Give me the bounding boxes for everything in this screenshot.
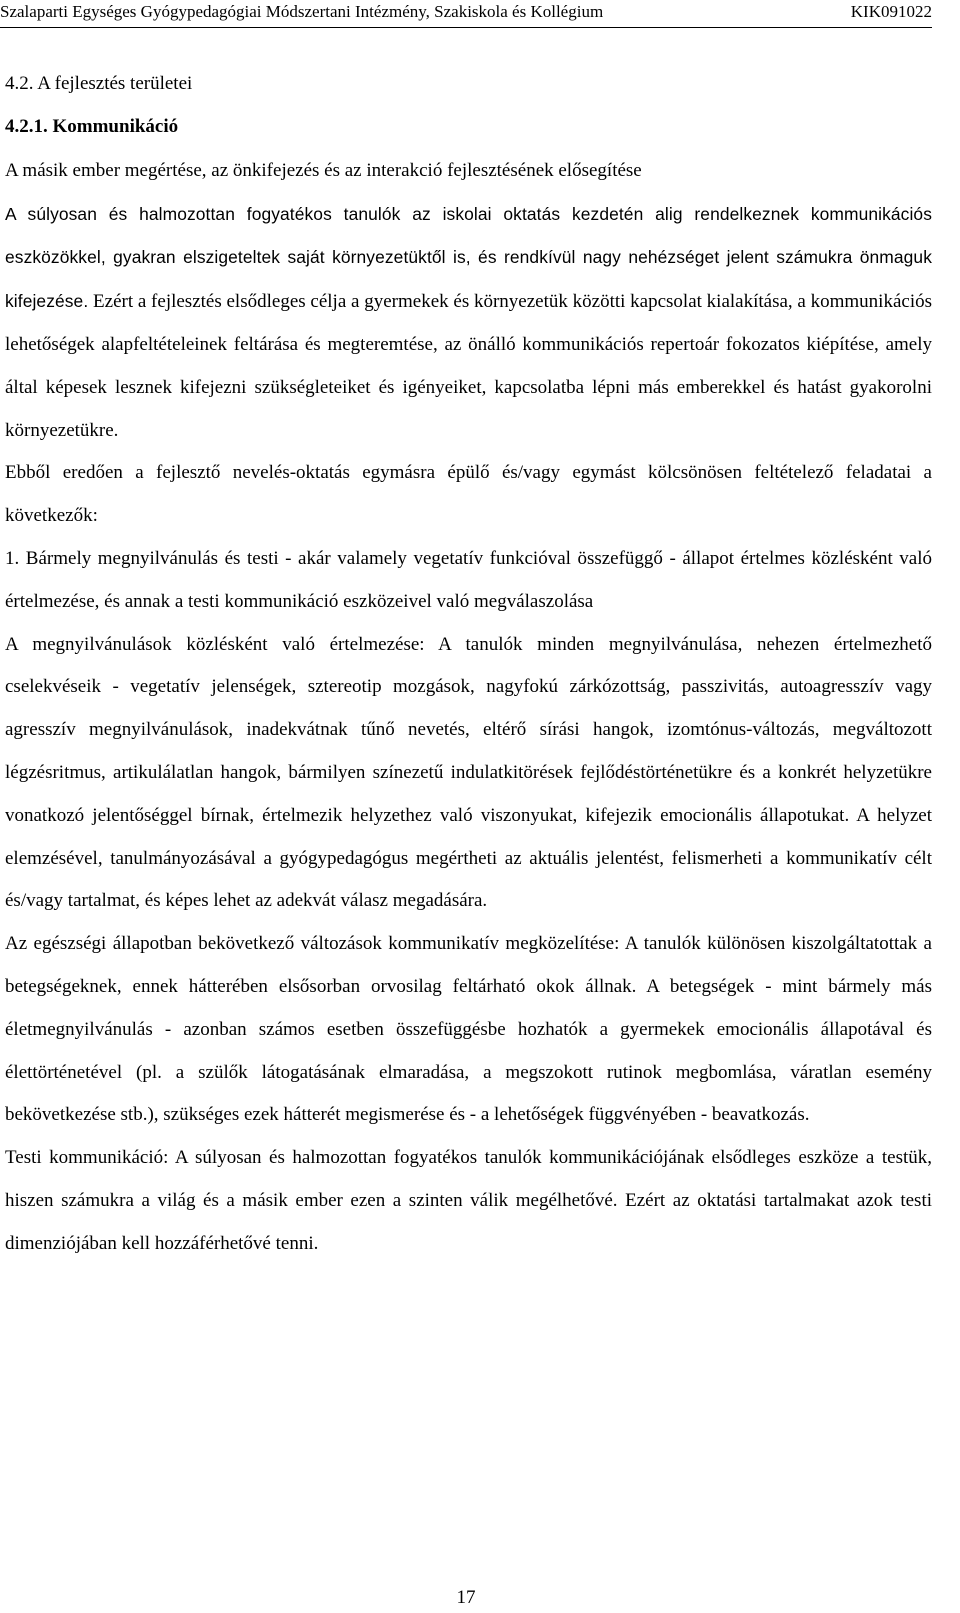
page-body: [5, 63, 932, 1266]
header-code: KIK091022: [850, 2, 932, 21]
subsection-heading: 4.2.1. Kommunikáció: [5, 115, 179, 137]
paragraph-expressions: A megnyilvánulások közlésként való értelmezése: A tanulók minden megnyilvánulása, nehezen értelmezhető cselekvéseik - vegetatív jelenségek, sztereotip mozgások, nagyfokú zárkózottság, passzivitás, autoagresszív vagy agresszív megnyilvánulások, inadekvátnak tűnő nevetés, eltérő sírási hangok, izomtónus-változás, megváltozott légzésritmus, artikulálatlan hangok, bármilyen színezetű indulatkitörések fejlődéstörténetükre és a konkrét helyzetükre vonatkozó jelentőséggel bírnak, értelmezik helyzethez való viszonyukat, kifejezik emocionális állapotukat. A helyzet elemzésével, tanulmányozásával a gyógypedagógus megértheti az aktuális jelentést, felismerheti a kommunikatív célt és/vagy tartalmat, és képes lehet az adekvát válasz megadására.: [5, 633, 932, 912]
header-institution: Szalaparti Egységes Gyógypedagógiai Módszertani Intézmény, Szakiskola és Kollégium: [0, 2, 604, 21]
running-header: [0, 0, 932, 28]
paragraph-task-1: 1. Bármely megnyilvánulás és testi - akár valamely vegetatív funkcióval összefüggő - állapot értelmes közlésként való értelmezése, és annak a testi kommunikáció eszközeivel való megválaszolása: [5, 547, 932, 612]
section-heading: 4.2. A fejlesztés területei: [5, 73, 193, 94]
paragraph-health: Az egészségi állapotban bekövetkező változások kommunikatív megközelítése: A tanulók különösen kiszolgáltatottak a betegségeknek, ennek hátterében elsősorban orvosilag feltárható okok állnak. A betegségek - mint bármely más életmegnyilvánulás - azonban számos esetben összefüggésbe hozhatók a gyermekek emocionális állapotával és élettörténetével (pl. a szülők látogatásának elmaradása, a megszokott rutinok megbomlása, váratlan esemény bekövetkezése stb.), szükséges ezek hátterét megismerése és - a lehetőségek függvényében - beavatkozás.: [5, 933, 932, 1126]
paragraph-goals-sans: A súlyosan és halmozottan fogyatékos tanulók az iskolai oktatás kezdetén alig rendelkeznek kommunikációs eszközökkel, gyakran elszigeteltek saját környezetüktől is, és rendkívül nagy nehézséget jelent számukra önmaguk kifejezése.: [5, 203, 932, 312]
paragraph-intro: A másik ember megértése, az önkifejezés és az interakció fejlesztésének elősegítése: [5, 159, 642, 181]
page-number: 17: [456, 1587, 476, 1608]
paragraph-goals: [5, 193, 932, 453]
paragraph-body-communication: Testi kommunikáció: A súlyosan és halmozottan fogyatékos tanulók kommunikációjának elsődleges eszköze a testük, hiszen számukra a világ és a másik ember ezen a szinten válik megélhetővé. Ezért az oktatási tartalmakat azok testi dimenziójában kell hozzáférhetővé tenni.: [5, 1147, 932, 1254]
paragraph-goals-serif: Ezért a fejlesztés elsődleges célja a gyermekek és környezetük közötti kapcsolat kialakítása, a kommunikációs lehetőségek alapfeltételeinek feltárása és megteremtése, az önálló kommunikációs repertoár fokozatos kiépítése, amely által képesek lesznek kifejezni szükségleteiket és igényeiket, kapcsolatba lépni más emberekkel és hatást gyakorolni környezetükre.: [5, 291, 932, 441]
paragraph-tasks: Ebből eredően a fejlesztő nevelés-oktatás egymásra épülő és/vagy egymást kölcsönösen feltételező feladatai a következők:: [5, 462, 932, 527]
